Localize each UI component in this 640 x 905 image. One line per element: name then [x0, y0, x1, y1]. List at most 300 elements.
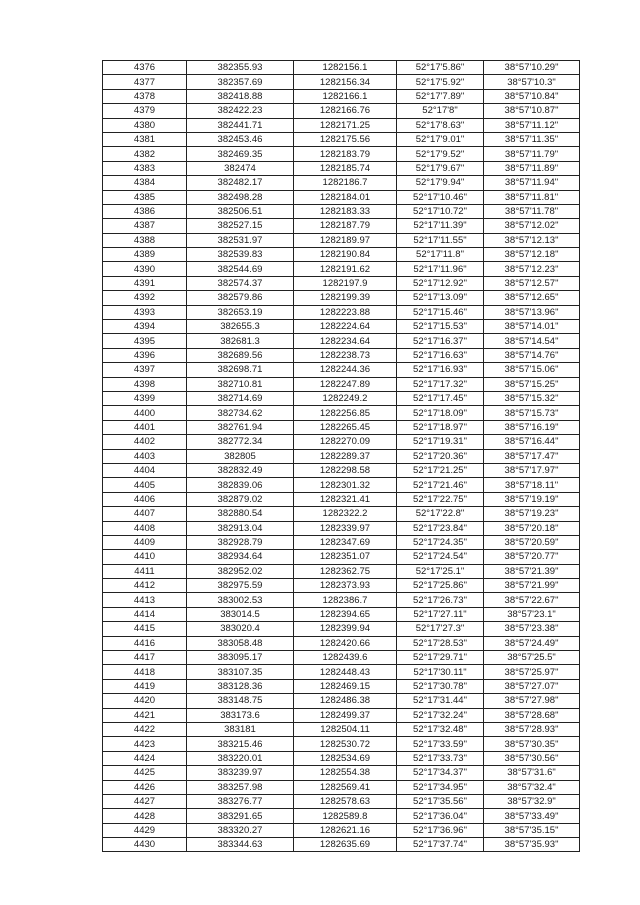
- latitude-cell: 52°17'33.73": [397, 751, 484, 765]
- y-coordinate-cell: 1282589.8: [294, 809, 397, 823]
- latitude-cell: 52°17'9.67": [397, 161, 484, 175]
- table-row: [103, 607, 580, 621]
- x-coordinate-cell: 382527.15: [187, 219, 294, 233]
- y-coordinate-cell: 1282199.39: [294, 291, 397, 305]
- longitude-cell: 38°57'12.13": [484, 233, 580, 247]
- latitude-cell: 52°17'25.86": [397, 579, 484, 593]
- longitude-cell: 38°57'10.3": [484, 75, 580, 89]
- table-row: [103, 579, 580, 593]
- table-row: [103, 449, 580, 463]
- y-coordinate-cell: 1282554.38: [294, 766, 397, 780]
- latitude-cell: 52°17'22.8": [397, 507, 484, 521]
- latitude-cell: 52°17'27.3": [397, 622, 484, 636]
- latitude-cell: 52°17'19.31": [397, 435, 484, 449]
- latitude-cell: 52°17'24.54": [397, 550, 484, 564]
- longitude-cell: 38°57'23.38": [484, 622, 580, 636]
- latitude-cell: 52°17'11.39": [397, 219, 484, 233]
- longitude-cell: 38°57'11.81": [484, 190, 580, 204]
- latitude-cell: 52°17'35.56": [397, 794, 484, 808]
- point-number-cell: 4384: [103, 176, 187, 190]
- longitude-cell: 38°57'25.5": [484, 651, 580, 665]
- x-coordinate-cell: 383220.01: [187, 751, 294, 765]
- longitude-cell: 38°57'12.02": [484, 219, 580, 233]
- longitude-cell: 38°57'19.19": [484, 492, 580, 506]
- x-coordinate-cell: 382357.69: [187, 75, 294, 89]
- longitude-cell: 38°57'17.47": [484, 449, 580, 463]
- point-number-cell: 4418: [103, 665, 187, 679]
- y-coordinate-cell: 1282197.9: [294, 276, 397, 290]
- point-number-cell: 4401: [103, 420, 187, 434]
- point-number-cell: 4388: [103, 233, 187, 247]
- y-coordinate-cell: 1282420.66: [294, 636, 397, 650]
- y-coordinate-cell: 1282187.79: [294, 219, 397, 233]
- latitude-cell: 52°17'15.46": [397, 305, 484, 319]
- longitude-cell: 38°57'12.57": [484, 276, 580, 290]
- latitude-cell: 52°17'11.55": [397, 233, 484, 247]
- point-number-cell: 4425: [103, 766, 187, 780]
- longitude-cell: 38°57'11.78": [484, 204, 580, 218]
- point-number-cell: 4377: [103, 75, 187, 89]
- x-coordinate-cell: 382934.64: [187, 550, 294, 564]
- table-row: [103, 104, 580, 118]
- longitude-cell: 38°57'11.94": [484, 176, 580, 190]
- point-number-cell: 4428: [103, 809, 187, 823]
- table-row: [103, 132, 580, 146]
- y-coordinate-cell: 1282191.62: [294, 262, 397, 276]
- y-coordinate-cell: 1282399.94: [294, 622, 397, 636]
- latitude-cell: 52°17'5.86": [397, 61, 484, 75]
- point-number-cell: 4419: [103, 679, 187, 693]
- latitude-cell: 52°17'37.74": [397, 838, 484, 852]
- point-number-cell: 4381: [103, 132, 187, 146]
- point-number-cell: 4412: [103, 579, 187, 593]
- table-row: [103, 377, 580, 391]
- latitude-cell: 52°17'11.96": [397, 262, 484, 276]
- longitude-cell: 38°57'15.73": [484, 406, 580, 420]
- x-coordinate-cell: 383148.75: [187, 694, 294, 708]
- longitude-cell: 38°57'31.6": [484, 766, 580, 780]
- point-number-cell: 4400: [103, 406, 187, 420]
- y-coordinate-cell: 1282223.88: [294, 305, 397, 319]
- longitude-cell: 38°57'15.32": [484, 391, 580, 405]
- y-coordinate-cell: 1282183.33: [294, 204, 397, 218]
- longitude-cell: 38°57'24.49": [484, 636, 580, 650]
- longitude-cell: 38°57'35.15": [484, 823, 580, 837]
- point-number-cell: 4378: [103, 89, 187, 103]
- point-number-cell: 4407: [103, 507, 187, 521]
- y-coordinate-cell: 1282578.63: [294, 794, 397, 808]
- x-coordinate-cell: 383020.4: [187, 622, 294, 636]
- y-coordinate-cell: 1282166.76: [294, 104, 397, 118]
- table-row: [103, 766, 580, 780]
- latitude-cell: 52°17'18.97": [397, 420, 484, 434]
- point-number-cell: 4396: [103, 348, 187, 362]
- x-coordinate-cell: 382952.02: [187, 564, 294, 578]
- y-coordinate-cell: 1282321.41: [294, 492, 397, 506]
- y-coordinate-cell: 1282156.34: [294, 75, 397, 89]
- longitude-cell: 38°57'14.01": [484, 320, 580, 334]
- y-coordinate-cell: 1282185.74: [294, 161, 397, 175]
- latitude-cell: 52°17'17.45": [397, 391, 484, 405]
- y-coordinate-cell: 1282362.75: [294, 564, 397, 578]
- latitude-cell: 52°17'27.11": [397, 607, 484, 621]
- y-coordinate-cell: 1282621.16: [294, 823, 397, 837]
- x-coordinate-cell: 382579.86: [187, 291, 294, 305]
- latitude-cell: 52°17'32.24": [397, 708, 484, 722]
- latitude-cell: 52°17'10.72": [397, 204, 484, 218]
- y-coordinate-cell: 1282347.69: [294, 535, 397, 549]
- latitude-cell: 52°17'10.46": [397, 190, 484, 204]
- y-coordinate-cell: 1282175.56: [294, 132, 397, 146]
- latitude-cell: 52°17'18.09": [397, 406, 484, 420]
- point-number-cell: 4424: [103, 751, 187, 765]
- x-coordinate-cell: 382574.37: [187, 276, 294, 290]
- point-number-cell: 4422: [103, 722, 187, 736]
- y-coordinate-cell: 1282234.64: [294, 334, 397, 348]
- y-coordinate-cell: 1282184.01: [294, 190, 397, 204]
- x-coordinate-cell: 382544.69: [187, 262, 294, 276]
- point-number-cell: 4416: [103, 636, 187, 650]
- point-number-cell: 4429: [103, 823, 187, 837]
- table-row: [103, 262, 580, 276]
- x-coordinate-cell: 382355.93: [187, 61, 294, 75]
- point-number-cell: 4423: [103, 737, 187, 751]
- point-number-cell: 4392: [103, 291, 187, 305]
- point-number-cell: 4398: [103, 377, 187, 391]
- latitude-cell: 52°17'8.63": [397, 118, 484, 132]
- y-coordinate-cell: 1282270.09: [294, 435, 397, 449]
- point-number-cell: 4410: [103, 550, 187, 564]
- table-row: [103, 291, 580, 305]
- y-coordinate-cell: 1282322.2: [294, 507, 397, 521]
- x-coordinate-cell: 382772.34: [187, 435, 294, 449]
- table-row: [103, 219, 580, 233]
- point-number-cell: 4382: [103, 147, 187, 161]
- table-row: [103, 61, 580, 75]
- longitude-cell: 38°57'32.4": [484, 780, 580, 794]
- point-number-cell: 4414: [103, 607, 187, 621]
- latitude-cell: 52°17'36.04": [397, 809, 484, 823]
- longitude-cell: 38°57'12.65": [484, 291, 580, 305]
- point-number-cell: 4417: [103, 651, 187, 665]
- x-coordinate-cell: 382418.88: [187, 89, 294, 103]
- point-number-cell: 4408: [103, 521, 187, 535]
- point-number-cell: 4386: [103, 204, 187, 218]
- point-number-cell: 4390: [103, 262, 187, 276]
- latitude-cell: 52°17'26.73": [397, 593, 484, 607]
- x-coordinate-cell: 382710.81: [187, 377, 294, 391]
- x-coordinate-cell: 383181: [187, 722, 294, 736]
- y-coordinate-cell: 1282386.7: [294, 593, 397, 607]
- x-coordinate-cell: 382714.69: [187, 391, 294, 405]
- longitude-cell: 38°57'21.39": [484, 564, 580, 578]
- longitude-cell: 38°57'15.25": [484, 377, 580, 391]
- y-coordinate-cell: 1282166.1: [294, 89, 397, 103]
- x-coordinate-cell: 383215.46: [187, 737, 294, 751]
- latitude-cell: 52°17'16.93": [397, 363, 484, 377]
- table-row: [103, 622, 580, 636]
- table-row: [103, 305, 580, 319]
- y-coordinate-cell: 1282256.85: [294, 406, 397, 420]
- longitude-cell: 38°57'27.98": [484, 694, 580, 708]
- longitude-cell: 38°57'16.44": [484, 435, 580, 449]
- table-row: [103, 320, 580, 334]
- point-number-cell: 4421: [103, 708, 187, 722]
- table-row: [103, 535, 580, 549]
- point-number-cell: 4385: [103, 190, 187, 204]
- point-number-cell: 4402: [103, 435, 187, 449]
- x-coordinate-cell: 382506.51: [187, 204, 294, 218]
- point-number-cell: 4380: [103, 118, 187, 132]
- x-coordinate-cell: 382975.59: [187, 579, 294, 593]
- latitude-cell: 52°17'21.25": [397, 463, 484, 477]
- x-coordinate-cell: 382531.97: [187, 233, 294, 247]
- latitude-cell: 52°17'15.53": [397, 320, 484, 334]
- y-coordinate-cell: 1282265.45: [294, 420, 397, 434]
- y-coordinate-cell: 1282499.37: [294, 708, 397, 722]
- longitude-cell: 38°57'12.23": [484, 262, 580, 276]
- x-coordinate-cell: 383002.53: [187, 593, 294, 607]
- y-coordinate-cell: 1282504.11: [294, 722, 397, 736]
- x-coordinate-cell: 383239.97: [187, 766, 294, 780]
- table-row: [103, 204, 580, 218]
- latitude-cell: 52°17'34.37": [397, 766, 484, 780]
- table-row: [103, 89, 580, 103]
- longitude-cell: 38°57'28.68": [484, 708, 580, 722]
- y-coordinate-cell: 1282190.84: [294, 248, 397, 262]
- x-coordinate-cell: 382832.49: [187, 463, 294, 477]
- x-coordinate-cell: 382839.06: [187, 478, 294, 492]
- x-coordinate-cell: 382761.94: [187, 420, 294, 434]
- table-row: [103, 564, 580, 578]
- latitude-cell: 52°17'11.8": [397, 248, 484, 262]
- longitude-cell: 38°57'30.56": [484, 751, 580, 765]
- latitude-cell: 52°17'12.92": [397, 276, 484, 290]
- y-coordinate-cell: 1282439.6: [294, 651, 397, 665]
- latitude-cell: 52°17'9.01": [397, 132, 484, 146]
- longitude-cell: 38°57'27.07": [484, 679, 580, 693]
- longitude-cell: 38°57'13.96": [484, 305, 580, 319]
- latitude-cell: 52°17'30.78": [397, 679, 484, 693]
- table-row: [103, 636, 580, 650]
- y-coordinate-cell: 1282448.43: [294, 665, 397, 679]
- longitude-cell: 38°57'10.84": [484, 89, 580, 103]
- x-coordinate-cell: 383320.27: [187, 823, 294, 837]
- latitude-cell: 52°17'34.95": [397, 780, 484, 794]
- table-row: [103, 406, 580, 420]
- latitude-cell: 52°17'17.32": [397, 377, 484, 391]
- latitude-cell: 52°17'31.44": [397, 694, 484, 708]
- table-row: [103, 463, 580, 477]
- latitude-cell: 52°17'16.63": [397, 348, 484, 362]
- longitude-cell: 38°57'19.23": [484, 507, 580, 521]
- table-row: [103, 176, 580, 190]
- point-number-cell: 4395: [103, 334, 187, 348]
- latitude-cell: 52°17'20.36": [397, 449, 484, 463]
- longitude-cell: 38°57'14.76": [484, 348, 580, 362]
- point-number-cell: 4403: [103, 449, 187, 463]
- table-row: [103, 391, 580, 405]
- point-number-cell: 4394: [103, 320, 187, 334]
- point-number-cell: 4393: [103, 305, 187, 319]
- y-coordinate-cell: 1282224.64: [294, 320, 397, 334]
- longitude-cell: 38°57'20.59": [484, 535, 580, 549]
- latitude-cell: 52°17'21.46": [397, 478, 484, 492]
- coordinates-table: [102, 60, 580, 852]
- y-coordinate-cell: 1282339.97: [294, 521, 397, 535]
- latitude-cell: 52°17'36.96": [397, 823, 484, 837]
- latitude-cell: 52°17'8": [397, 104, 484, 118]
- x-coordinate-cell: 382539.83: [187, 248, 294, 262]
- x-coordinate-cell: 383128.36: [187, 679, 294, 693]
- table-row: [103, 492, 580, 506]
- point-number-cell: 4397: [103, 363, 187, 377]
- x-coordinate-cell: 383014.5: [187, 607, 294, 621]
- longitude-cell: 38°57'12.18": [484, 248, 580, 262]
- table-row: [103, 190, 580, 204]
- x-coordinate-cell: 382681.3: [187, 334, 294, 348]
- y-coordinate-cell: 1282156.1: [294, 61, 397, 75]
- table-row: [103, 118, 580, 132]
- latitude-cell: 52°17'13.09": [397, 291, 484, 305]
- table-row: [103, 147, 580, 161]
- table-row: [103, 75, 580, 89]
- latitude-cell: 52°17'16.37": [397, 334, 484, 348]
- longitude-cell: 38°57'14.54": [484, 334, 580, 348]
- table-row: [103, 679, 580, 693]
- latitude-cell: 52°17'28.53": [397, 636, 484, 650]
- point-number-cell: 4405: [103, 478, 187, 492]
- latitude-cell: 52°17'23.84": [397, 521, 484, 535]
- x-coordinate-cell: 382913.04: [187, 521, 294, 535]
- y-coordinate-cell: 1282373.93: [294, 579, 397, 593]
- point-number-cell: 4404: [103, 463, 187, 477]
- table-row: [103, 665, 580, 679]
- point-number-cell: 4409: [103, 535, 187, 549]
- latitude-cell: 52°17'9.94": [397, 176, 484, 190]
- point-number-cell: 4391: [103, 276, 187, 290]
- table-row: [103, 276, 580, 290]
- table-row: [103, 694, 580, 708]
- y-coordinate-cell: 1282635.69: [294, 838, 397, 852]
- y-coordinate-cell: 1282238.73: [294, 348, 397, 362]
- y-coordinate-cell: 1282183.79: [294, 147, 397, 161]
- x-coordinate-cell: 382698.71: [187, 363, 294, 377]
- x-coordinate-cell: 382928.79: [187, 535, 294, 549]
- longitude-cell: 38°57'32.9": [484, 794, 580, 808]
- table-row: [103, 737, 580, 751]
- x-coordinate-cell: 383276.77: [187, 794, 294, 808]
- point-number-cell: 4427: [103, 794, 187, 808]
- y-coordinate-cell: 1282247.89: [294, 377, 397, 391]
- longitude-cell: 38°57'16.19": [484, 420, 580, 434]
- longitude-cell: 38°57'18.11": [484, 478, 580, 492]
- longitude-cell: 38°57'20.77": [484, 550, 580, 564]
- x-coordinate-cell: 383058.48: [187, 636, 294, 650]
- longitude-cell: 38°57'10.29": [484, 61, 580, 75]
- y-coordinate-cell: 1282189.97: [294, 233, 397, 247]
- x-coordinate-cell: 382453.46: [187, 132, 294, 146]
- table-row: [103, 809, 580, 823]
- y-coordinate-cell: 1282186.7: [294, 176, 397, 190]
- table-row: [103, 161, 580, 175]
- table-row: [103, 838, 580, 852]
- point-number-cell: 4430: [103, 838, 187, 852]
- latitude-cell: 52°17'29.71": [397, 651, 484, 665]
- y-coordinate-cell: 1282171.25: [294, 118, 397, 132]
- table-row: [103, 348, 580, 362]
- longitude-cell: 38°57'15.06": [484, 363, 580, 377]
- y-coordinate-cell: 1282244.36: [294, 363, 397, 377]
- point-number-cell: 4387: [103, 219, 187, 233]
- longitude-cell: 38°57'11.12": [484, 118, 580, 132]
- x-coordinate-cell: 382482.17: [187, 176, 294, 190]
- x-coordinate-cell: 383344.63: [187, 838, 294, 852]
- longitude-cell: 38°57'11.35": [484, 132, 580, 146]
- table-row: [103, 233, 580, 247]
- longitude-cell: 38°57'20.18": [484, 521, 580, 535]
- point-number-cell: 4413: [103, 593, 187, 607]
- latitude-cell: 52°17'25.1": [397, 564, 484, 578]
- latitude-cell: 52°17'33.59": [397, 737, 484, 751]
- x-coordinate-cell: 382498.28: [187, 190, 294, 204]
- x-coordinate-cell: 382469.35: [187, 147, 294, 161]
- coordinates-table-body: [103, 61, 580, 852]
- longitude-cell: 38°57'35.93": [484, 838, 580, 852]
- y-coordinate-cell: 1282351.07: [294, 550, 397, 564]
- x-coordinate-cell: 382805: [187, 449, 294, 463]
- x-coordinate-cell: 382655.3: [187, 320, 294, 334]
- point-number-cell: 4399: [103, 391, 187, 405]
- latitude-cell: 52°17'32.48": [397, 722, 484, 736]
- point-number-cell: 4379: [103, 104, 187, 118]
- table-row: [103, 722, 580, 736]
- table-row: [103, 593, 580, 607]
- table-row: [103, 435, 580, 449]
- table-row: [103, 550, 580, 564]
- x-coordinate-cell: 382474: [187, 161, 294, 175]
- y-coordinate-cell: 1282530.72: [294, 737, 397, 751]
- point-number-cell: 4426: [103, 780, 187, 794]
- latitude-cell: 52°17'22.75": [397, 492, 484, 506]
- table-row: [103, 363, 580, 377]
- x-coordinate-cell: 383095.17: [187, 651, 294, 665]
- latitude-cell: 52°17'24.35": [397, 535, 484, 549]
- table-row: [103, 507, 580, 521]
- y-coordinate-cell: 1282534.69: [294, 751, 397, 765]
- longitude-cell: 38°57'21.99": [484, 579, 580, 593]
- x-coordinate-cell: 383173.6: [187, 708, 294, 722]
- point-number-cell: 4389: [103, 248, 187, 262]
- y-coordinate-cell: 1282394.65: [294, 607, 397, 621]
- table-row: [103, 794, 580, 808]
- point-number-cell: 4383: [103, 161, 187, 175]
- x-coordinate-cell: 382422.23: [187, 104, 294, 118]
- y-coordinate-cell: 1282469.15: [294, 679, 397, 693]
- table-row: [103, 780, 580, 794]
- point-number-cell: 4415: [103, 622, 187, 636]
- x-coordinate-cell: 382441.71: [187, 118, 294, 132]
- latitude-cell: 52°17'5.92": [397, 75, 484, 89]
- point-number-cell: 4406: [103, 492, 187, 506]
- longitude-cell: 38°57'25.97": [484, 665, 580, 679]
- longitude-cell: 38°57'23.1": [484, 607, 580, 621]
- latitude-cell: 52°17'9.52": [397, 147, 484, 161]
- longitude-cell: 38°57'11.89": [484, 161, 580, 175]
- y-coordinate-cell: 1282298.58: [294, 463, 397, 477]
- latitude-cell: 52°17'30.11": [397, 665, 484, 679]
- point-number-cell: 4420: [103, 694, 187, 708]
